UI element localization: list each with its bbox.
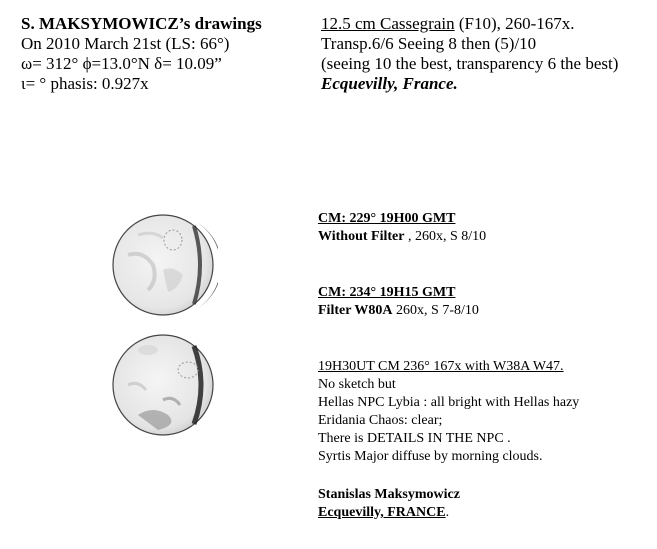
instrument-line <box>321 14 641 34</box>
observation-2 <box>318 284 479 320</box>
observation-1 <box>318 210 486 246</box>
notes-line-3: Eridania Chaos: clear; <box>318 413 443 428</box>
notes-line-1: No sketch but <box>318 377 396 392</box>
observation-2-title: CM: 234° 19H15 GMT <box>318 285 456 300</box>
notes-line-5: Syrtis Major diffuse by morning clouds. <box>318 449 543 464</box>
observation-coordinates: ω= 312° ϕ=13.0°N δ= 10.09” <box>21 54 222 73</box>
conditions-explanation: (seeing 10 the best, transparency 6 the best) <box>321 54 619 73</box>
telescope-specs: (F10), 260-167x. <box>454 14 575 33</box>
notes-line-2: Hellas NPC Lybia : all bright with Hellas hazy <box>318 395 580 410</box>
conditions-line: Transp.6/6 Seeing 8 then (5)/10 <box>321 34 537 53</box>
observer-place: Ecquevilly, FRANCE <box>318 505 446 520</box>
observation-2-detail <box>318 302 479 320</box>
observation-1-params: , 260x, S 8/10 <box>404 229 487 244</box>
observer-place-suffix: . <box>445 505 450 520</box>
observation-phase: ι= ° phasis: 0.927x <box>21 74 149 93</box>
signature <box>318 486 460 522</box>
visual-notes <box>318 358 579 466</box>
mars-sketch-2 <box>108 330 218 440</box>
observer-name: Stanislas Maksymowicz <box>318 487 460 502</box>
drawing-header <box>21 14 262 94</box>
drawings-title: S. MAKSYMOWICZ’s drawings <box>21 14 262 33</box>
mars-sketch-1 <box>108 210 218 320</box>
instrument-info <box>321 14 641 94</box>
notes-header: 19H30UT CM 236° 167x with W38A W47. <box>318 359 564 374</box>
observer-place-line <box>318 504 460 522</box>
notes-line-4: There is DETAILS IN THE NPC . <box>318 431 511 446</box>
observation-1-detail <box>318 228 486 246</box>
observation-date: On 2010 March 21st (LS: 66°) <box>21 34 230 53</box>
observation-2-filter: Filter W80A <box>318 303 393 318</box>
telescope-name: 12.5 cm Cassegrain <box>321 14 455 33</box>
observation-1-filter: Without Filter <box>318 229 405 244</box>
observation-2-params: 260x, S 7-8/10 <box>392 303 479 318</box>
observation-1-title: CM: 229° 19H00 GMT <box>318 211 456 226</box>
observation-location: Ecquevilly, France. <box>321 74 458 93</box>
